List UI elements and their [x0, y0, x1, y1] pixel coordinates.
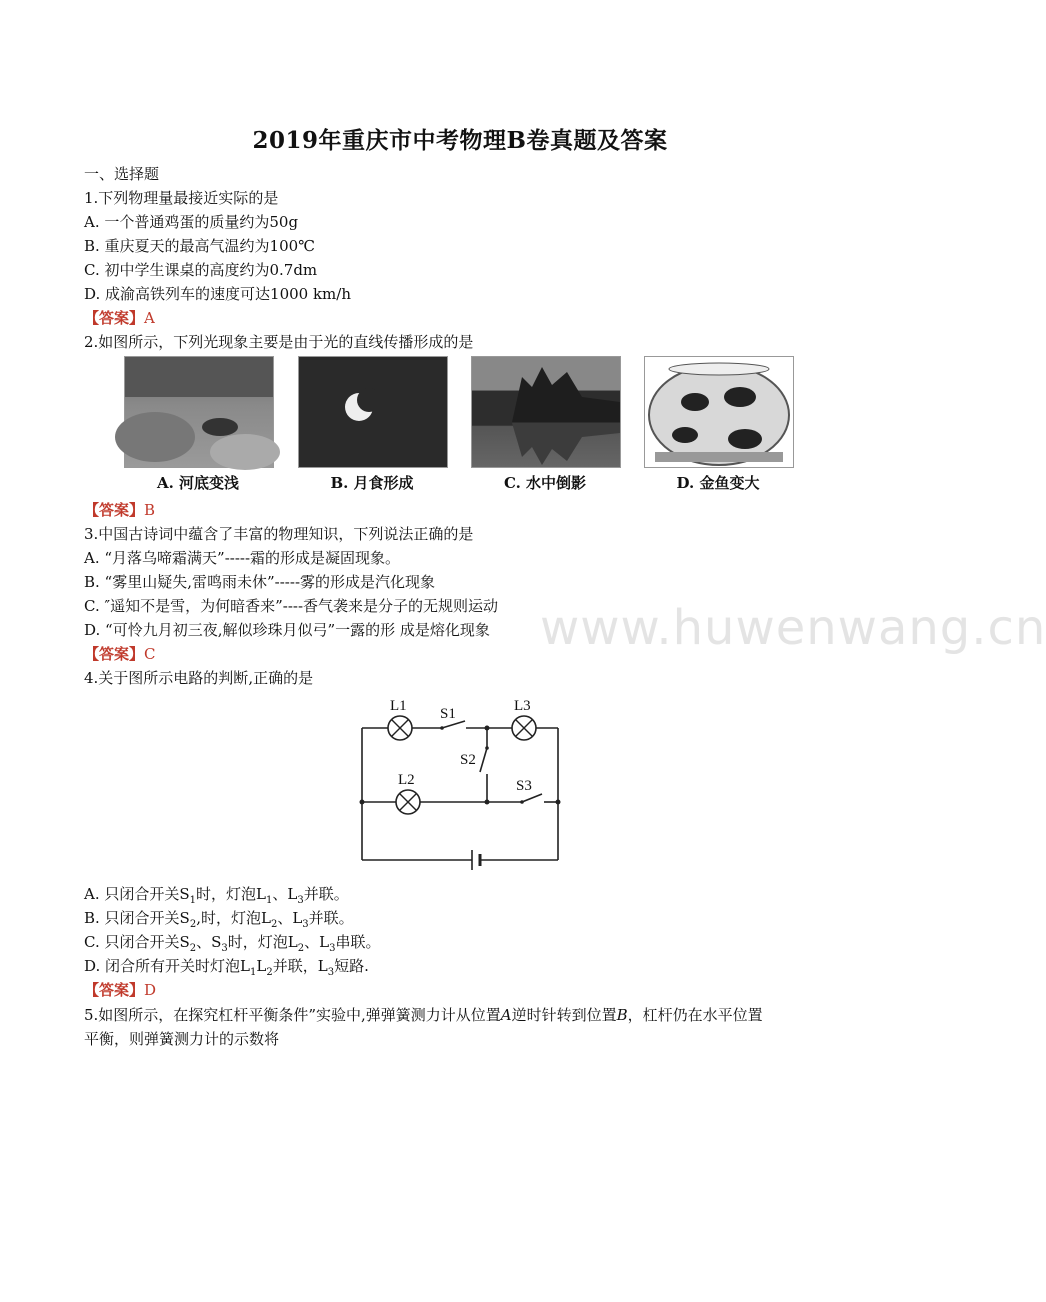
caption-a: A. 河底变浅 — [156, 474, 240, 492]
q2-answer — [84, 500, 155, 520]
q2-stem: 2.如图所示，下列光现象主要是由于光的直线传播形成的是 — [84, 333, 474, 351]
q3-option-a: A. “月落乌啼霜满天”-----霜的形成是凝固现象。 — [84, 549, 401, 567]
answer-value: C — [144, 645, 156, 663]
lamp-l1 — [388, 716, 412, 740]
photo-lunar-eclipse — [298, 356, 448, 468]
q1-answer — [84, 308, 155, 328]
answer-label: 【答案】 — [84, 645, 145, 663]
q1-option-b: B. 重庆夏天的最高气温约为100℃ — [84, 237, 315, 255]
label-s2: S2 — [460, 752, 476, 768]
watermark: www.huwenwang.cn — [540, 600, 1046, 656]
photo-reflection — [471, 356, 621, 468]
q4-answer — [84, 980, 156, 1000]
q1-stem: 1.下列物理量最接近实际的是 — [84, 189, 279, 207]
answer-value: A — [144, 309, 155, 327]
q4-option-c: C. 只闭合开关$S_2$、$S_3$时，灯泡$L_2$、$L_3$串联。 — [84, 933, 381, 954]
q4-option-b: B. 只闭合开关$S_2$,时，灯泡$L_2$、$L_3$并联。 — [84, 909, 354, 930]
section-heading: 一、选择题 — [84, 165, 160, 183]
q3-answer — [84, 644, 156, 664]
q3-option-c: C. ″遥知不是雪，为何暗香来”----香气袭来是分子的无规则运动 — [84, 597, 499, 615]
answer-value: B — [144, 501, 156, 519]
page-title: 2019年重庆市中考物理B卷真题及答案 — [252, 127, 668, 154]
photo-riverbed — [124, 356, 274, 468]
label-l1: L1 — [390, 698, 407, 714]
q1-option-c: C. 初中学生课桌的高度约为0.7dm — [84, 261, 318, 279]
label-s1: S1 — [440, 706, 456, 722]
riverbed-illustration — [125, 357, 273, 467]
answer-label: 【答案】 — [84, 309, 145, 327]
lamp-l2 — [396, 790, 420, 814]
q5-stem-line1: 5.如图所示，在探究杠杆平衡条件”实验中,弹弹簧测力计从位置A逆时针转到位置B，杠杆仍在水平位置 — [84, 1006, 763, 1024]
q1-option-d: D. 成渝高铁列车的速度可达1000 km/h — [84, 285, 351, 303]
caption-d: D. 金鱼变大 — [676, 474, 760, 492]
label-l3: L3 — [514, 698, 531, 714]
answer-value: D — [144, 981, 157, 999]
q4-option-d: D. 闭合所有开关时灯泡$L_1L_2$并联，$L_3$短路. — [84, 957, 369, 978]
moon-illustration — [299, 357, 447, 467]
answer-label: 【答案】 — [84, 501, 145, 519]
lamp-l3 — [512, 716, 536, 740]
caption-b: B. 月食形成 — [330, 474, 414, 492]
q5-stem-line2: 平衡，则弹簧测力计的示数将 — [84, 1030, 280, 1048]
photo-goldfish-bowl — [644, 356, 794, 468]
caption-c: C. 水中倒影 — [503, 474, 587, 492]
q3-option-b: B. “雾里山疑失,雷鸣雨未休”-----雾的形成是汽化现象 — [84, 573, 436, 591]
circuit-diagram — [350, 690, 570, 870]
q4-option-a: A. 只闭合开关$S_1$时，灯泡$L_1$、$L_3$并联。 — [84, 885, 349, 906]
forest-illustration — [472, 357, 620, 467]
answer-label: 【答案】 — [84, 981, 145, 999]
label-s3: S3 — [516, 778, 532, 794]
q3-stem: 3.中国古诗词中蕴含了丰富的物理知识，下列说法正确的是 — [84, 525, 474, 543]
q4-stem: 4.关于图所示电路的判断,正确的是 — [84, 669, 314, 687]
q1-option-a: A. 一个普通鸡蛋的质量约为50g — [84, 213, 299, 231]
fishbowl-illustration — [645, 357, 793, 467]
label-l2: L2 — [398, 772, 415, 788]
q3-option-d: D. “可怜九月初三夜,解似珍珠月似弓”一露的形 成是熔化现象 — [84, 621, 490, 639]
